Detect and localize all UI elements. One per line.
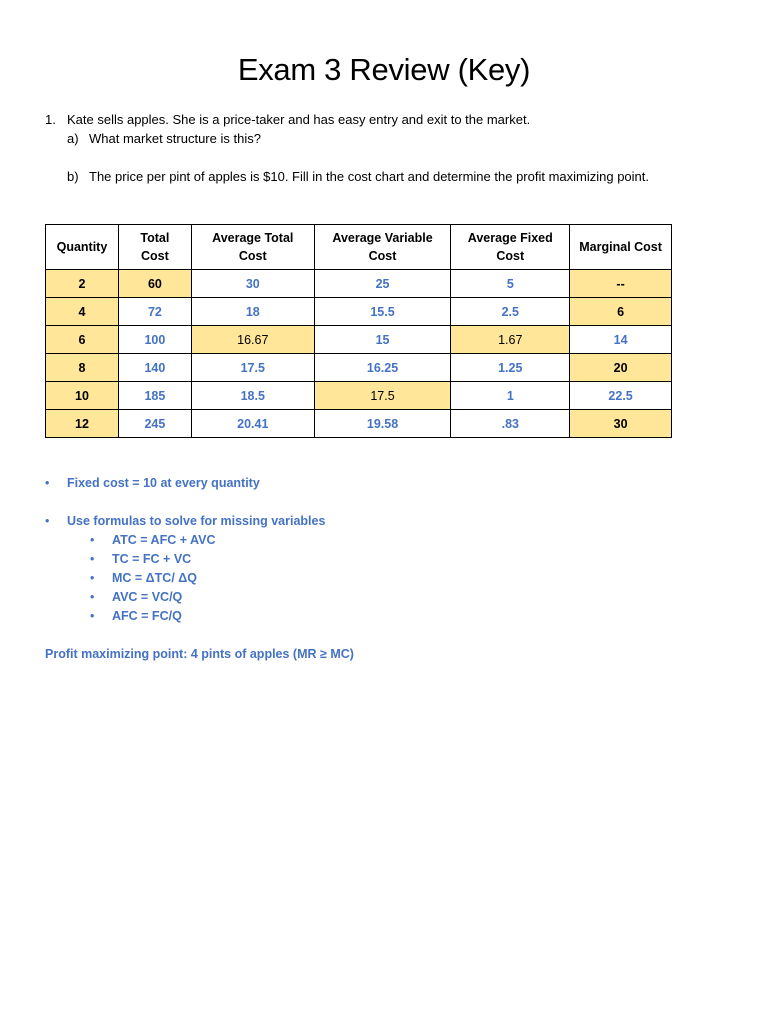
cell-average-variable-cost: 15 — [314, 326, 451, 354]
table-row — [46, 298, 672, 326]
formula-text: MC = ΔTC/ ΔQ — [112, 571, 197, 585]
cell-marginal-cost: 14 — [570, 326, 672, 354]
cell-quantity: 12 — [46, 410, 119, 438]
cell-average-fixed-cost: 1.25 — [451, 354, 570, 382]
formula-text: ATC = AFC + AVC — [112, 533, 216, 547]
formula-text: AVC = VC/Q — [112, 590, 183, 604]
bullet-icon: • — [90, 552, 95, 566]
bullet-icon: • — [45, 514, 50, 528]
cell-marginal-cost: 20 — [570, 354, 672, 382]
formula-text: TC = FC + VC — [112, 552, 192, 566]
cell-average-variable-cost: 25 — [314, 270, 451, 298]
cell-average-variable-cost: 17.5 — [314, 382, 451, 410]
note-fixed-cost-text: Fixed cost = 10 at every quantity — [67, 476, 260, 490]
cell-quantity: 2 — [46, 270, 119, 298]
col-header-total-cost: Total Cost — [118, 225, 191, 270]
cell-total-cost: 185 — [118, 382, 191, 410]
formula-item — [90, 571, 197, 585]
cell-average-variable-cost: 16.25 — [314, 354, 451, 382]
cell-marginal-cost: 30 — [570, 410, 672, 438]
formula-item — [90, 533, 215, 547]
bullet-icon: • — [45, 476, 50, 490]
table-row — [46, 326, 672, 354]
col-header-average-fixed-cost: Average Fixed Cost — [451, 225, 570, 270]
cell-average-fixed-cost: 1 — [451, 382, 570, 410]
formula-item — [90, 590, 182, 604]
bullet-icon: • — [90, 590, 95, 604]
cell-quantity: 4 — [46, 298, 119, 326]
cell-average-total-cost: 30 — [191, 270, 314, 298]
question-1 — [45, 112, 530, 127]
cost-table — [45, 224, 672, 438]
page-title: Exam 3 Review (Key) — [237, 52, 531, 87]
cell-total-cost: 72 — [118, 298, 191, 326]
question-part-a — [67, 131, 261, 146]
col-header-average-variable-cost: Average Variable Cost — [314, 225, 451, 270]
cell-marginal-cost: 6 — [570, 298, 672, 326]
cell-total-cost: 140 — [118, 354, 191, 382]
bullet-icon: • — [90, 609, 95, 623]
cell-average-total-cost: 18 — [191, 298, 314, 326]
cell-average-fixed-cost: 5 — [451, 270, 570, 298]
formula-item — [90, 609, 182, 623]
cell-average-total-cost: 17.5 — [191, 354, 314, 382]
col-header-quantity: Quantity — [46, 225, 119, 270]
col-header-average-total-cost: Average Total Cost — [191, 225, 314, 270]
part-b-label: b) — [67, 169, 79, 184]
question-number: 1. — [45, 112, 56, 127]
question-text: Kate sells apples. She is a price-taker and has easy entry and exit to the market. — [67, 112, 531, 127]
cell-total-cost: 245 — [118, 410, 191, 438]
formula-item — [90, 552, 191, 566]
profit-maximizing-point: Profit maximizing point: 4 pints of apples (MR ≥ MC) — [45, 647, 354, 661]
cell-total-cost: 100 — [118, 326, 191, 354]
table-row — [46, 410, 672, 438]
part-a-text: What market structure is this? — [89, 131, 261, 146]
cell-total-cost: 60 — [118, 270, 191, 298]
cell-quantity: 6 — [46, 326, 119, 354]
cell-average-fixed-cost: .83 — [451, 410, 570, 438]
table-row — [46, 354, 672, 382]
col-header-marginal-cost: Marginal Cost — [570, 225, 672, 270]
cell-average-total-cost: 16.67 — [191, 326, 314, 354]
note-formulas-text: Use formulas to solve for missing variables — [67, 514, 326, 528]
note-fixed-cost — [45, 476, 260, 490]
bullet-icon: • — [90, 533, 95, 547]
part-b-text: The price per pint of apples is $10. Fill in the cost chart and determine the profit maximizing point. — [89, 169, 650, 184]
cell-quantity: 10 — [46, 382, 119, 410]
cell-marginal-cost: -- — [570, 270, 672, 298]
table-row — [46, 382, 672, 410]
formula-text: AFC = FC/Q — [112, 609, 182, 623]
part-a-label: a) — [67, 131, 79, 146]
cell-average-total-cost: 18.5 — [191, 382, 314, 410]
cell-quantity: 8 — [46, 354, 119, 382]
cell-average-variable-cost: 15.5 — [314, 298, 451, 326]
cell-average-total-cost: 20.41 — [191, 410, 314, 438]
cell-marginal-cost: 22.5 — [570, 382, 672, 410]
bullet-icon: • — [90, 571, 95, 585]
cell-average-fixed-cost: 1.67 — [451, 326, 570, 354]
cell-average-fixed-cost: 2.5 — [451, 298, 570, 326]
note-formulas — [45, 514, 325, 528]
cell-average-variable-cost: 19.58 — [314, 410, 451, 438]
question-part-b — [67, 169, 649, 184]
table-header-row — [46, 225, 672, 270]
table-row — [46, 270, 672, 298]
